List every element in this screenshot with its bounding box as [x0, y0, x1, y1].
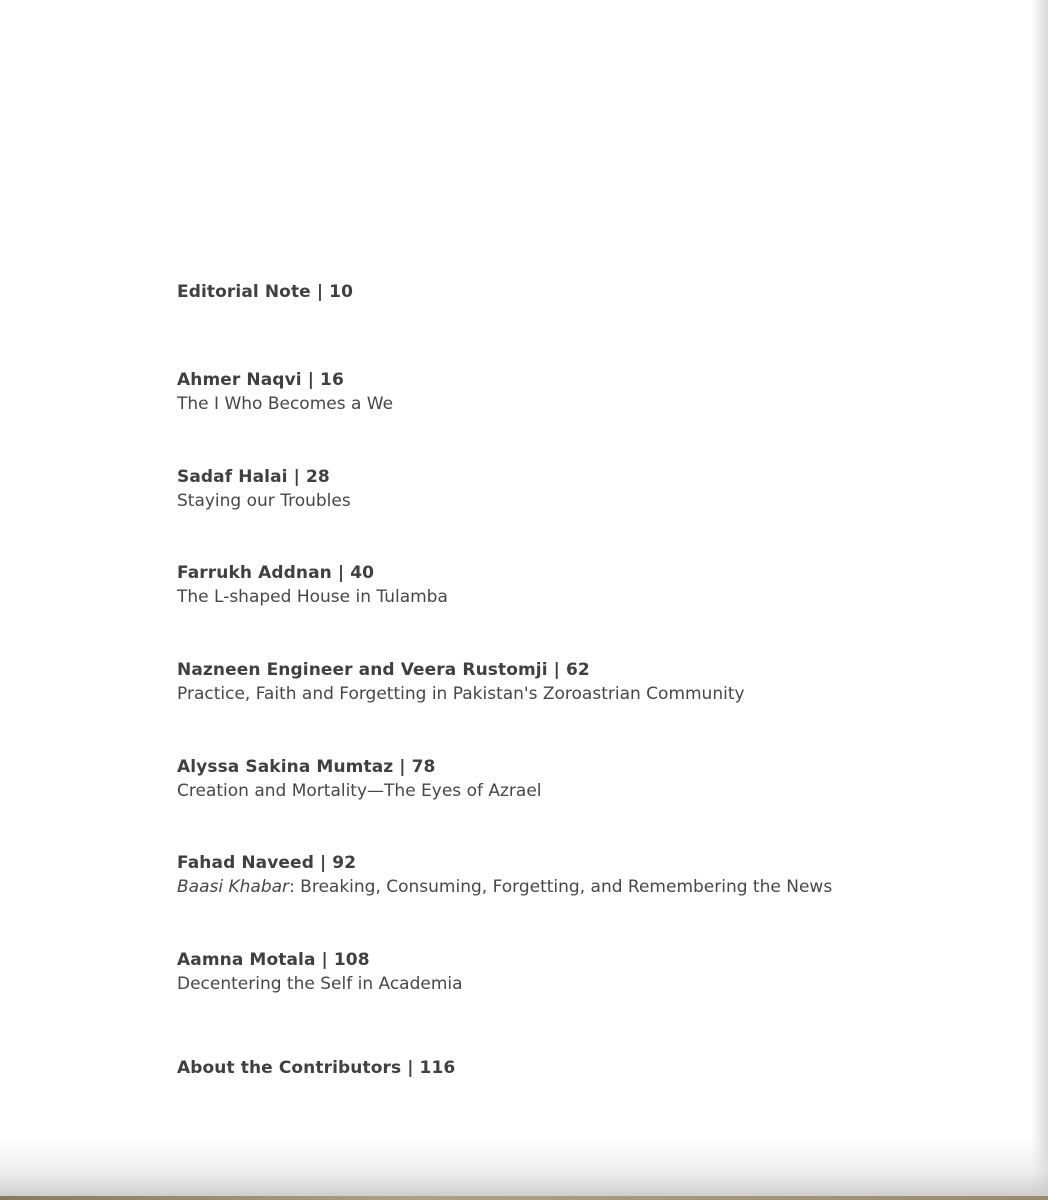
toc-entry-author: Alyssa Sakina Mumtaz | 78	[177, 757, 436, 777]
page-bottom-shadow	[0, 1138, 1048, 1200]
toc-entry-author: Fahad Naveed | 92	[177, 853, 357, 873]
toc-entry-author: Aamna Motala | 108	[177, 950, 370, 970]
toc-entry-title: Creation and Mortality—The Eyes of Azrael	[177, 781, 542, 801]
toc-entry-author: Sadaf Halai | 28	[177, 467, 330, 487]
toc-entry-author: Farrukh Addnan | 40	[177, 563, 375, 583]
toc-entry-title: The I Who Becomes a We	[177, 394, 394, 414]
toc-entry	[177, 755, 542, 803]
toc-entry	[177, 658, 745, 706]
page-edge-shadow	[1030, 0, 1048, 1200]
toc-entry-title-italic: Baasi Khabar	[177, 877, 290, 897]
toc-entry-title: Practice, Faith and Forgetting in Pakistan's Zoroastrian Community	[177, 684, 745, 704]
toc-entry	[177, 368, 393, 416]
toc-editorial-note: Editorial Note | 10	[177, 282, 354, 302]
toc-entry	[177, 465, 351, 513]
toc-entry	[177, 948, 463, 996]
toc-entry-title: The L-shaped House in Tulamba	[177, 587, 448, 607]
toc-entry-title	[177, 875, 832, 899]
toc-entry-title-rest: : Breaking, Consuming, Forgetting, and Remembering the News	[289, 877, 833, 897]
toc-entry	[177, 561, 448, 609]
toc-entry-author: Nazneen Engineer and Veera Rustomji | 62	[177, 660, 590, 680]
toc-entry	[177, 851, 832, 899]
toc-entry-title: Decentering the Self in Academia	[177, 974, 463, 994]
toc-entry-author: Ahmer Naqvi | 16	[177, 370, 344, 390]
toc-entry-title: Staying our Troubles	[177, 491, 351, 511]
page-bottom-strip	[0, 1196, 1048, 1200]
toc-about-contributors: About the Contributors | 116	[177, 1058, 456, 1078]
